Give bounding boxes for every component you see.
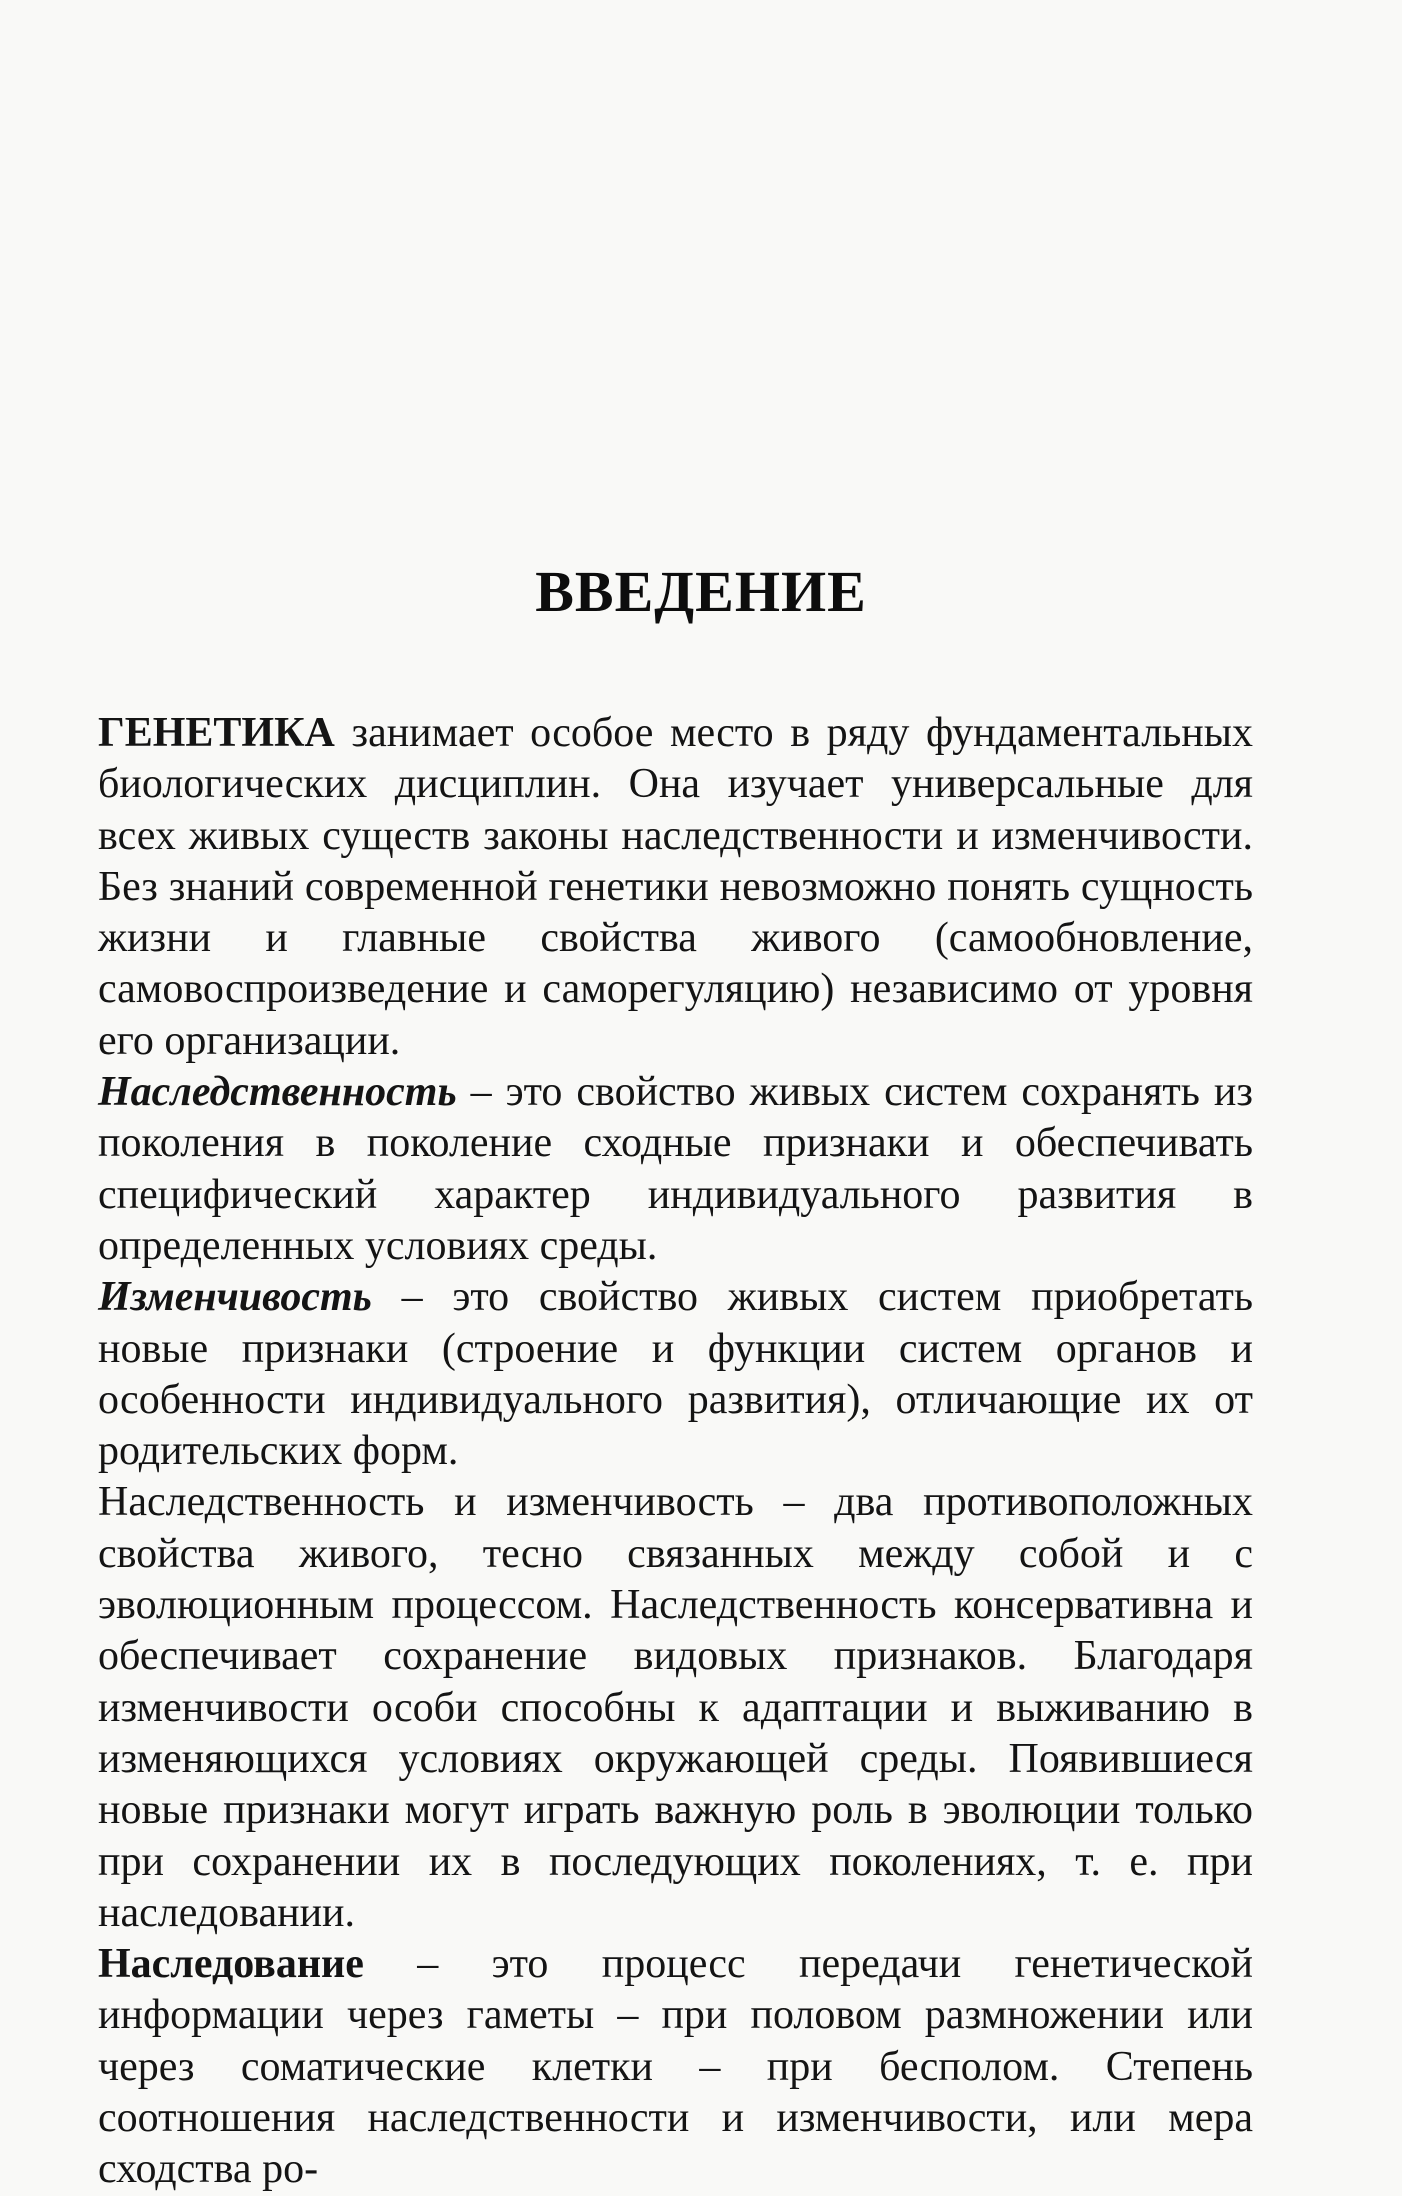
paragraph-inheritance-text: – это процесс передачи генетической информации через гаметы – при половом размножении или через соматические клетки – при бесполом. Степень соотношения наследственности и изменчивости, или мера сходства ро-: [98, 1941, 1253, 2193]
term-genetics: ГЕНЕТИКА: [98, 710, 335, 756]
paragraph-inheritance: [98, 1939, 1253, 2195]
term-heredity: Наследственность: [98, 1069, 457, 1116]
paragraph-heredity-and-variability: [98, 1477, 1253, 1939]
body-text: [98, 708, 1253, 2196]
paragraph-genetics-text: занимает особое место в ряду фундаментальных биологических дисциплин. Она изучает универсальные для всех живых существ законы наследственности и изменчивости. Без знаний современной генетики невозможно понять сущность жизни и главные свойства живого (самообновление, самовоспроизведение и саморегуляцию) независимо от уровня его организации.: [98, 710, 1253, 1064]
chapter-heading: ВВЕДЕНИЕ: [535, 559, 867, 624]
term-inheritance: Наследование: [98, 1941, 364, 1988]
paragraph-heredity-text: – это свойство живых систем сохранять из поколения в поколение сходные признаки и обеспечивать специфический характер индивидуального развития в определенных условиях среды.: [98, 1069, 1253, 1269]
paragraph-variability-text: – это свойство живых систем приобретать новые признаки (строение и функции систем органов и особенности индивидуального развития), отличающие их от родительских форм.: [98, 1274, 1253, 1475]
term-variability: Изменчивость: [98, 1274, 372, 1321]
paragraph-variability: [98, 1272, 1253, 1477]
paragraph-heredity-and-variability-text: Наследственность и изменчивость – два противоположных свойства живого, тесно связанных между собой и с эволюционным процессом. Наследственность консервативна и обеспечивает сохранение видовых признаков. Благодаря изменчивости особи способны к адаптации и выживанию в изменяющихся условиях окружающей среды. Появившиеся новые признаки могут играть важную роль в эволюции только при сохранении их в последующих поколениях, т. е. при наследовании.: [98, 1479, 1253, 1936]
paragraph-genetics: [98, 708, 1253, 1067]
paragraph-heredity: [98, 1067, 1253, 1272]
